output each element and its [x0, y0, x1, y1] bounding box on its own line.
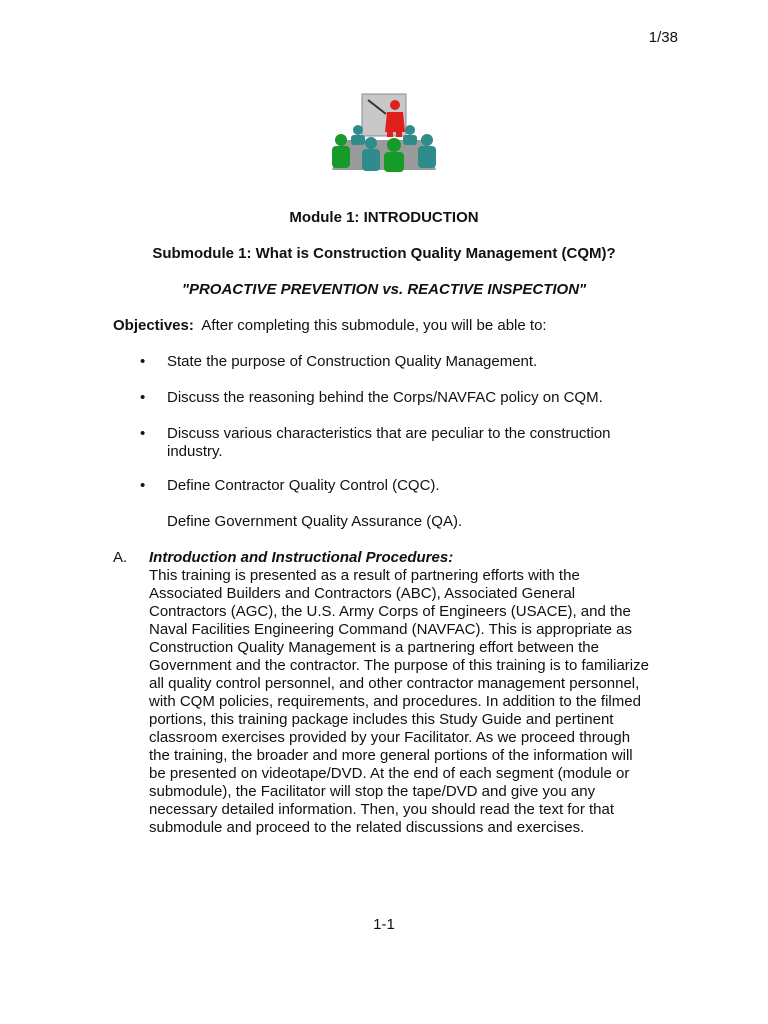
section-letter: A. — [113, 549, 128, 566]
objective-text: Discuss various characteristics that are peculiar to the construction industry. — [167, 425, 611, 460]
objectives-intro-text: After completing this submodule, you will be able to: — [201, 317, 547, 334]
body-line: with CQM policies, requirements, and procedures. In addition to the filmed — [149, 693, 641, 710]
body-line: necessary detailed information. Then, you should read the text for that — [149, 801, 614, 818]
objectives-label: Objectives: — [113, 317, 194, 334]
bullet-icon: • — [140, 425, 146, 442]
body-line: Naval Facilities Engineering Command (NAVFAC). This is appropriate as — [149, 621, 632, 638]
bullet-icon: • — [140, 477, 146, 494]
body-line: all quality control personnel, and other contractor management personnel, — [149, 675, 640, 692]
objective-text: State the purpose of Construction Quality Management. — [167, 353, 538, 370]
submodule-title: Submodule 1: What is Construction Quality Management (CQM)? — [152, 245, 616, 262]
objectives-intro — [113, 317, 547, 335]
body-line: submodule and proceed to the related discussions and exercises. — [149, 819, 585, 836]
objective-item — [140, 389, 660, 407]
tagline: "PROACTIVE PREVENTION vs. REACTIVE INSPECTION" — [181, 281, 587, 298]
body-line: Construction Quality Management is a partnering effort between the — [149, 639, 599, 656]
objective-text: Discuss the reasoning behind the Corps/NAVFAC policy on CQM. — [167, 389, 603, 406]
page-number: 1-1 — [373, 916, 395, 933]
body-line: be presented on videotape/DVD. At the end of each segment (module or — [149, 765, 630, 782]
objective-item — [140, 425, 640, 461]
page-counter: 1/38 — [648, 29, 678, 46]
objective-item — [140, 353, 660, 371]
body-line: classroom exercises provided by your Facilitator. As we proceed through — [149, 729, 631, 746]
presentation-meeting-icon — [330, 92, 438, 172]
objective-item — [140, 477, 660, 495]
body-line: the training, the broader and more general portions of the information will — [149, 747, 633, 764]
section-heading: Introduction and Instructional Procedures: — [149, 549, 454, 566]
objective-text: Define Contractor Quality Control (CQC). — [167, 477, 440, 494]
body-line: Associated Builders and Contractors (ABC), Associated General — [149, 585, 576, 602]
bullet-icon: • — [140, 353, 146, 370]
objective-extra: Define Government Quality Assurance (QA). — [167, 513, 463, 530]
bullet-icon: • — [140, 389, 146, 406]
body-line: This training is presented as a result of partnering efforts with the — [149, 567, 580, 584]
body-line: portions, this training package includes this Study Guide and pertinent — [149, 711, 614, 728]
body-line: submodule), the Facilitator will stop the tape/DVD and give you any — [149, 783, 596, 800]
module-title: Module 1: INTRODUCTION — [289, 209, 479, 226]
body-line: Government and the contractor. The purpose of this training is to familiarize — [149, 657, 649, 674]
body-line: Contractors (AGC), the U.S. Army Corps of Engineers (USACE), and the — [149, 603, 631, 620]
section-body — [149, 567, 661, 837]
